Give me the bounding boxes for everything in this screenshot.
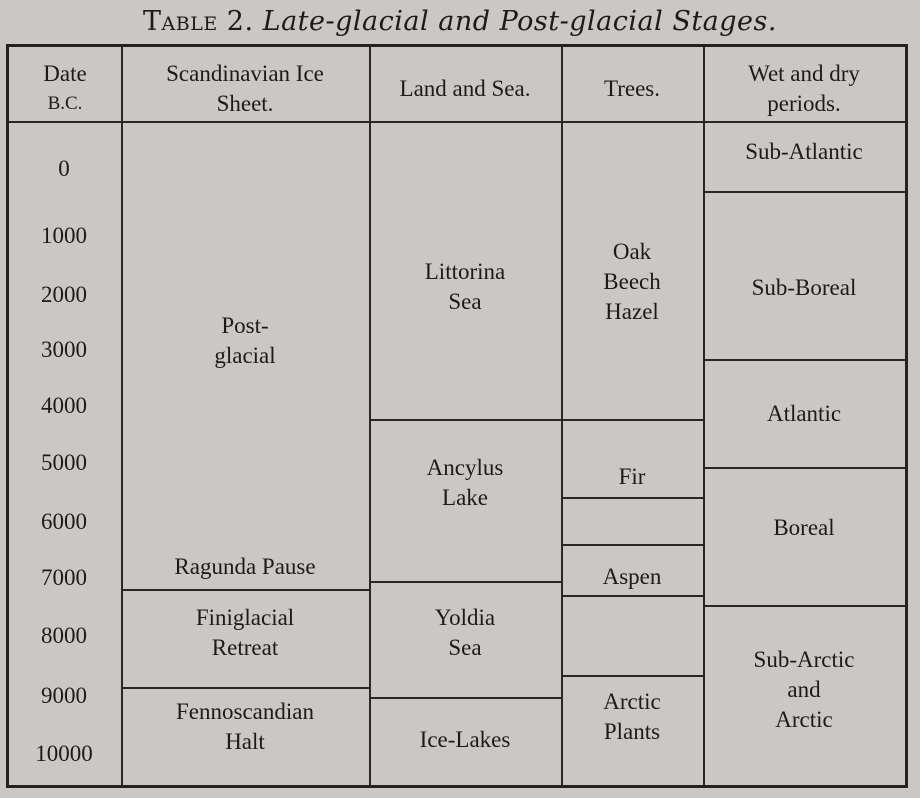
date-9000: 9000 [41,683,87,708]
ice-fenno-line1: Fennoscandian [176,699,314,724]
header-wet-dry [703,59,905,119]
land-ancylus-lake [369,453,561,513]
table-number: Table 2. [143,6,254,37]
ice-fini-line2: Retreat [211,635,279,660]
table-subtitle: Late-glacial and Post-glacial Stages. [262,6,777,37]
ice-fenno-line2: Halt [225,729,265,754]
tree-arctic-line1: Arctic [603,689,661,714]
date-3000: 3000 [41,337,87,362]
header-date-label: Date [43,61,87,86]
trees-rule-5 [561,675,703,677]
ice-rule-1 [121,589,369,591]
land-yold-line1: Yoldia [434,605,496,630]
date-5000: 5000 [41,450,87,475]
period-boreal: Boreal [773,515,835,540]
period-rule-1 [703,191,905,193]
date-4000: 4000 [41,393,87,418]
land-rule-3 [369,697,561,699]
tree-arctic-line2: Plants [603,719,661,744]
period-subarctic-line3: Arctic [775,707,833,732]
date-0: 0 [58,156,70,181]
period-sub-boreal: Sub-Boreal [751,275,857,300]
land-ancy-line2: Lake [442,485,488,510]
header-ice-sheet [121,59,369,119]
tree-beech: Beech [603,269,661,294]
column-divider [369,47,371,785]
ice-fini-line1: Finiglacial [195,605,295,630]
stages-table [6,44,908,788]
header-wet-line2: periods. [767,91,841,116]
land-littorina-sea [369,257,561,317]
column-divider [121,47,123,785]
header-wet-line1: Wet and dry [748,61,860,86]
header-date [9,59,121,119]
header-rule [9,121,905,123]
header-land-sea: Land and Sea. [399,76,531,101]
land-rule-2 [369,581,561,583]
period-rule-3 [703,467,905,469]
ice-post-line2: glacial [214,343,276,368]
tree-fir: Fir [618,464,646,489]
date-8000: 8000 [41,623,87,648]
ice-post-glacial [121,311,369,371]
date-2000: 2000 [41,282,87,307]
date-6000: 6000 [41,509,87,534]
ice-rule-2 [121,687,369,689]
land-yold-line2: Sea [448,635,482,660]
period-rule-2 [703,359,905,361]
period-sub-arctic-and-arctic [703,645,905,735]
header-date-unit: B.C. [47,93,83,114]
period-atlantic: Atlantic [766,401,842,426]
ice-post-line1: Post- [221,313,269,338]
header-trees: Trees. [603,76,661,101]
land-ice-lakes: Ice-Lakes [419,727,511,752]
trees-rule-1 [561,419,703,421]
land-yoldia-sea [369,603,561,663]
ice-ragunda-pause: Ragunda Pause [174,554,316,579]
land-ancy-line1: Ancylus [426,455,504,480]
table-title [0,6,920,37]
period-sub-atlantic: Sub-Atlantic [745,139,863,164]
period-subarctic-line1: Sub-Arctic [753,647,855,672]
date-1000: 1000 [41,223,87,248]
period-subarctic-line2: and [787,677,821,702]
tree-oak: Oak [612,239,652,264]
trees-rule-4 [561,595,703,597]
ice-fennoscandian-halt [121,697,369,757]
period-rule-4 [703,605,905,607]
land-litt-line1: Littorina [424,259,506,284]
date-10000: 10000 [35,741,93,766]
trees-rule-2 [561,497,703,499]
land-litt-line2: Sea [448,289,482,314]
trees-oak-beech-hazel [561,237,703,327]
trees-rule-3 [561,544,703,546]
header-ice-line2: Sheet. [216,91,274,116]
date-7000: 7000 [41,565,87,590]
trees-arctic-plants [561,687,703,747]
tree-hazel: Hazel [605,299,659,324]
tree-aspen: Aspen [602,564,662,589]
ice-finiglacial-retreat [121,603,369,663]
land-rule-1 [369,419,561,421]
header-ice-line1: Scandinavian Ice [166,61,324,86]
